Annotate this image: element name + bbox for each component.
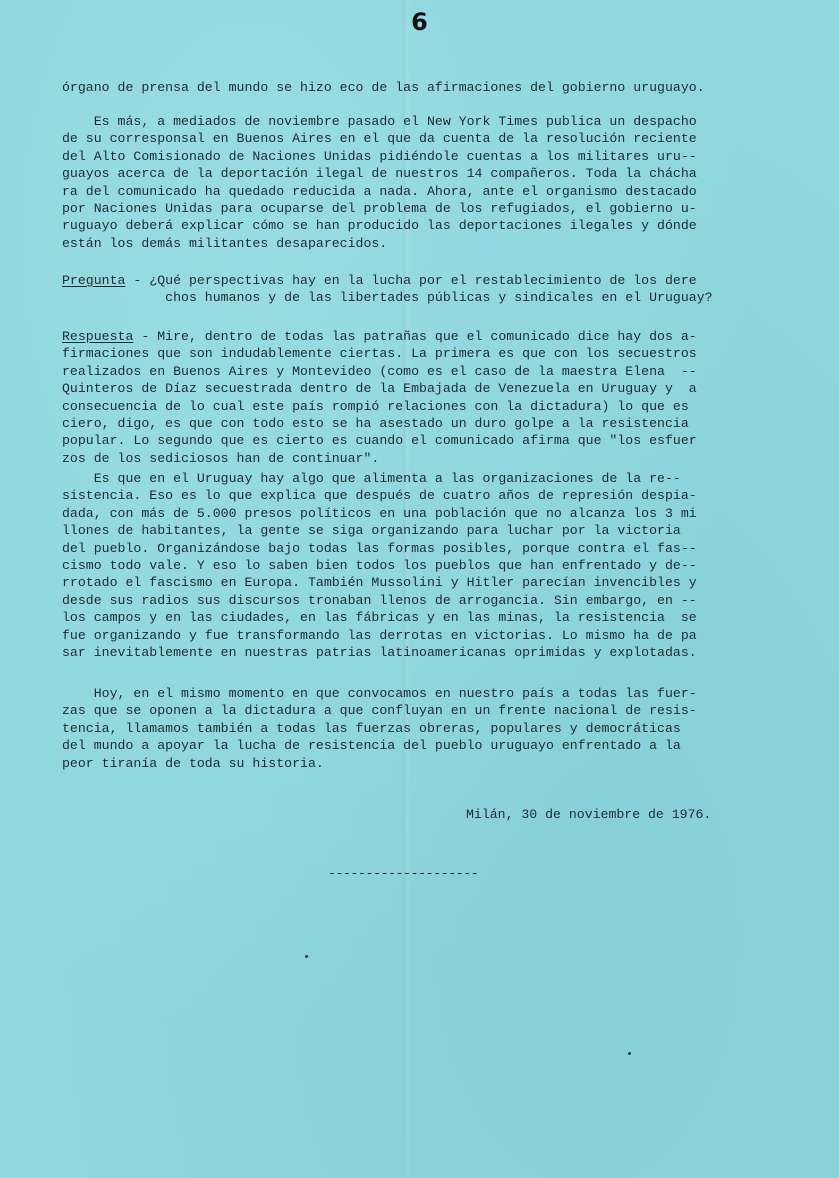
text-line: dada, con más de 5.000 presos políticos en una población que no alcanza los 3 mi — [62, 505, 697, 521]
paper-speck — [628, 1052, 631, 1055]
text-line: fue organizando y fue transformando las derrotas en victorias. Lo mismo ha de pa — [62, 627, 697, 643]
text-line: sar inevitablemente en nuestras patrias latinoamericanas oprimidas y explotadas. — [62, 645, 697, 661]
text-line: Es que en el Uruguay hay algo que alimenta a las organizaciones de la re-- — [62, 471, 681, 486]
answer-paragraph — [62, 328, 802, 467]
separator-line: -------------------- — [328, 866, 479, 881]
text-line: llones de habitantes, la gente se siga organizando para luchar por la victoria — [62, 523, 681, 539]
text-line: del Alto Comisionado de Naciones Unidas pidiéndole cuentas a los militares uru-- — [62, 148, 697, 164]
text-line: ruguayo deberá explicar cómo se han producido las deportaciones ilegales y dónde — [62, 218, 697, 234]
paragraph-5 — [62, 470, 802, 661]
paragraph-1 — [62, 79, 802, 96]
text-line: Hoy, en el mismo momento en que convocamos en nuestro país a todas las fuer- — [62, 686, 697, 701]
text-line: Es más, a mediados de noviembre pasado el New York Times publica un despacho — [62, 114, 697, 129]
text-line: zos de los sediciosos han de continuar". — [62, 450, 380, 466]
text-line: guayos acerca de la deportación ilegal de nuestros 14 compañeros. Toda la cháchа — [62, 166, 697, 182]
text-line: desde sus radios sus discursos tronaban llenos de arrogancia. Sin embargo, en -- — [62, 592, 697, 608]
text-line: realizados en Buenos Aires y Montevideo (como es el caso de la maestra Elena -- — [62, 363, 697, 379]
signature-date: Milán, 30 de noviembre de 1976. — [466, 807, 712, 822]
text-line: del pueblo. Organizándose bajo todas las formas posibles, porque contra el fas-- — [62, 540, 697, 556]
text-line: ciero, digo, es que con todo esto se ha asestado un duro golpe a la resistencia — [62, 416, 689, 432]
text-line: zas que se oponen a la dictadura a que confluyan en un frente nacional de resis- — [62, 703, 697, 719]
text-line: popular. Lo segundo que es cierto es cuando el comunicado afirma que "los esfuer — [62, 433, 697, 449]
paragraph-6 — [62, 685, 802, 772]
text-line: por Naciones Unidas para ocuparse del problema de los refugiados, el gobierno u- — [62, 201, 697, 217]
text-line: Quinteros de Díaz secuestrada dentro de la Embajada de Venezuela en Uruguay y a — [62, 381, 697, 397]
answer-first-line — [62, 328, 802, 345]
text-line: del mundo a apoyar la lucha de resistencia del pueblo uruguayo enfrentado a la — [62, 738, 681, 754]
text-line: ra del comunicado ha quedado reducida a nada. Ahora, ante el organismo destacado — [62, 183, 697, 199]
question-text: - ¿Qué perspectivas hay en la lucha por el restablecimiento de los dere — [125, 273, 697, 288]
question-paragraph — [62, 272, 802, 307]
question-label: Pregunta — [62, 273, 126, 288]
text-line: tencia, llamamos también a todas las fuerzas obreras, populares y democráticas — [62, 720, 681, 736]
answer-label: Respuesta — [62, 329, 134, 344]
answer-text: - Mire, dentro de todas las patrañas que el comunicado dice hay dos a- — [133, 329, 697, 344]
text-line: consecuencia de lo cual este país rompió relaciones con la dictadura) lo que es — [62, 398, 689, 414]
text-line: están los demás militantes desaparecidos. — [62, 235, 388, 251]
page-number: 6 — [411, 8, 428, 36]
text-line: firmaciones que son indudablemente ciertas. La primera es que con los secuestros — [62, 346, 697, 362]
text-line: cismo todo vale. Y eso lo saben bien todos los pueblos que han enfrentado y de-- — [62, 558, 697, 574]
text-line: sistencia. Eso es lo que explica que después de cuatro años de represión despia- — [62, 488, 697, 504]
text-line: los campos y en las ciudades, en las fábricas y en las minas, la resistencia se — [62, 610, 697, 626]
text-line: órgano de prensa del mundo se hizo eco de las afirmaciones del gobierno uruguayo. — [62, 80, 705, 95]
paper-speck — [305, 955, 308, 958]
paragraph-2 — [62, 113, 802, 252]
question-first-line — [62, 272, 802, 289]
text-line: peor tiranía de toda su historia. — [62, 755, 324, 771]
text-line: chos humanos y de las libertades públicas y sindicales en el Uruguay? — [62, 290, 713, 306]
text-line: rrotado el fascismo en Europa. También Mussolini y Hitler parecían invencibles y — [62, 575, 697, 591]
text-line: de su corresponsal en Buenos Aires en el que da cuenta de la resolución reciente — [62, 131, 697, 147]
